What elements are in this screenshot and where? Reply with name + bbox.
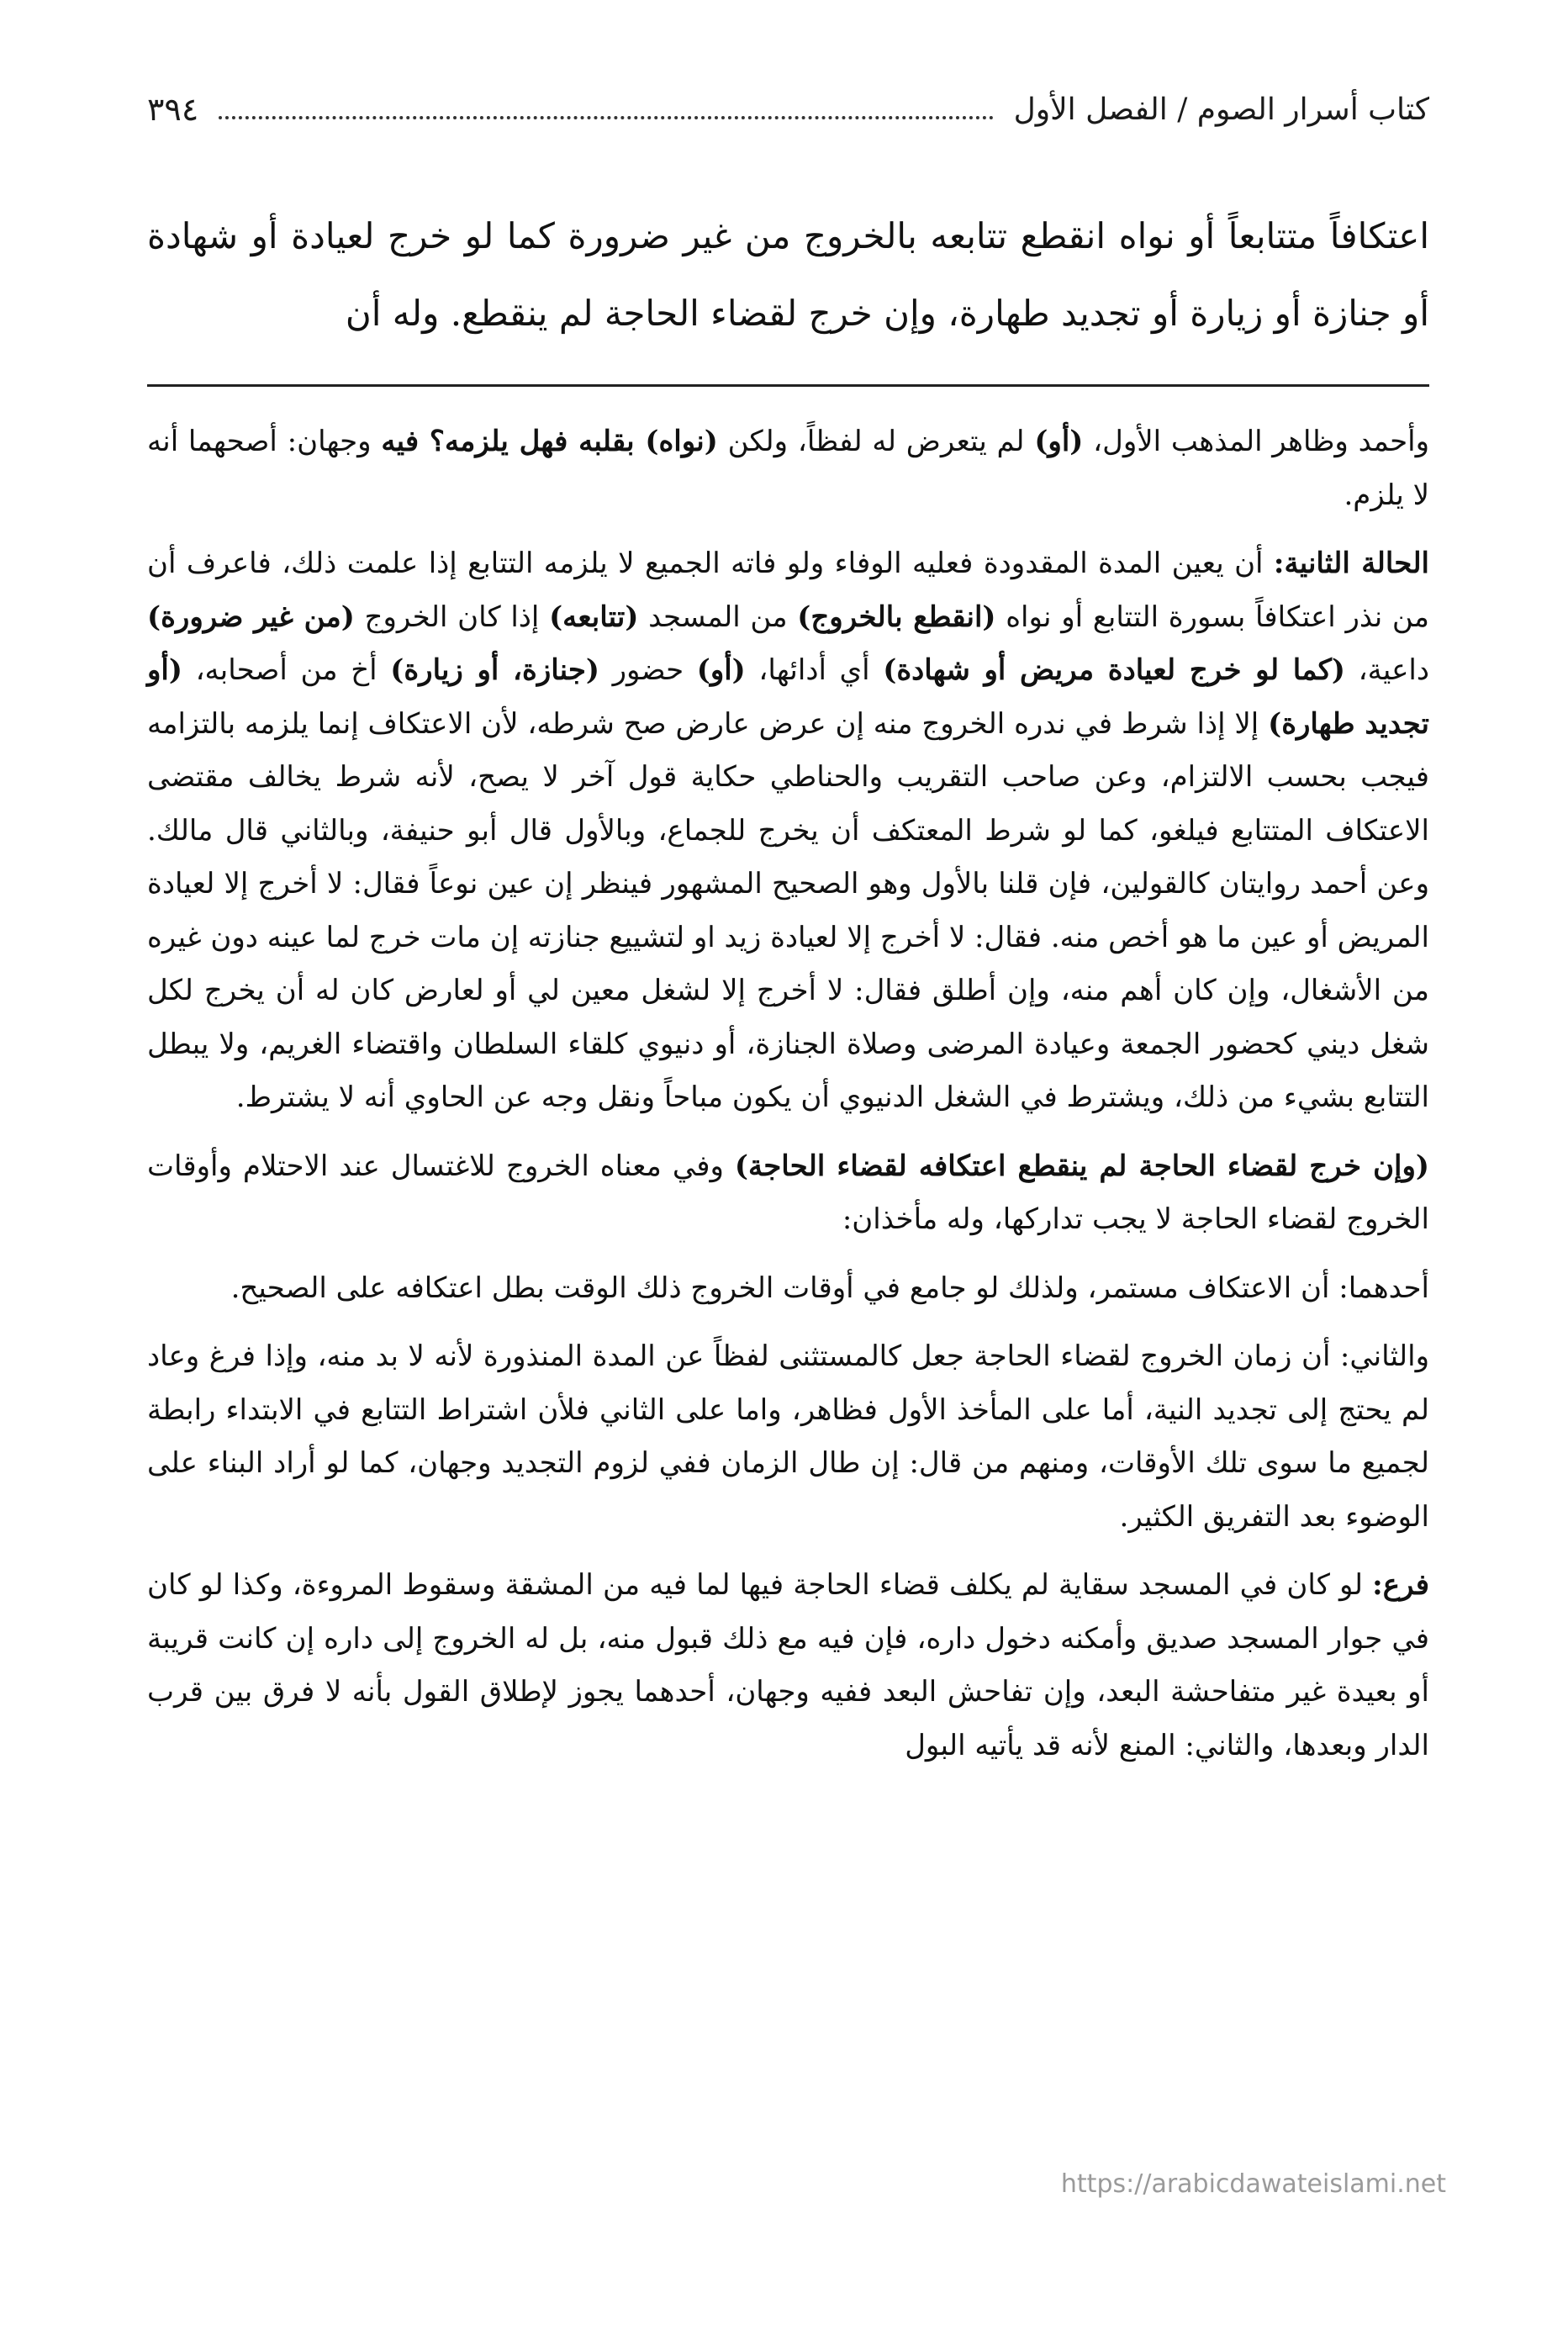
quoted-term: (أو) [696, 653, 746, 687]
quoted-term: (انقطع بالخروج) [797, 600, 996, 634]
commentary-paragraph-4: أحدهما: أن الاعتكاف مستمر، ولذلك لو جامع في أوقات الخروج ذلك الوقت بطل اعتكافه على الصحيح. [230, 1271, 1429, 1305]
commentary-paragraph-2 [147, 537, 1429, 1125]
text-run: أي أدائها، [745, 653, 884, 687]
running-header [147, 80, 1429, 139]
text-run: إلا إذا شرط في ندره الخروج منه إن عرض عارض صح شرطه، لأن الاعتكاف إنما يلزمه بالتزامه فيجب بحسب الالتزام، وعن صاحب التقريب والحناطي حكاية قول آخر لا يصح، لأنه شرط يخالف مقتضى الاعتكاف المتتابع فيلغو، كما لو شرط المعتكف أن يخرج للجماع، وبالأول قال أبو حنيفة، وبالثاني قال مالك. وعن أحمد روايتان كالقولين، فإن قلنا بالأول وهو الصحيح المشهور فينظر إن عين نوعاً فقال: لا أخرج إلا لعيادة المريض أو عين ما هو أخص منه. فقال: لا أخرج إلا لعيادة زيد او لتشييع جنازته إن مات خرج لما عينه دون غيره من الأشغال، وإن كان أهم منه، وإن أطلق فقال: لا أخرج إلا لشغل معين لي أو لعارض كان له أن يخرج لكل شغل ديني كحضور الجمعة وعيادة المرضى وصلاة الجنازة، أو دنيوي كلقاء السلطان واقتضاء الغريم، ولا يبطل التتابع بشيء من ذلك، ويشترط في الشغل الدنيوي أن يكون مباحاً ونقل وجه عن الحاوي أنه لا يشترط. [147, 706, 1429, 1114]
commentary-paragraph-5: والثاني: أن زمان الخروج لقضاء الحاجة جعل كالمستثنى لفظاً عن المدة المنذورة لأنه لا بد منه، وإذا فرغ وعاد لم يحتج إلى تجديد النية، أما على المأخذ الأول فظاهر، واما على الثاني فلأن اشتراط التتابع في الابتداء رابطة لجميع ما سوى تلك الأوقات، ومنهم من قال: إن طال الزمان ففي لزوم التجديد وجهان، كما لو أراد البناء على الوضوء بعد التفريق الكثير. [147, 1339, 1430, 1534]
text-run: لم يتعرض له لفظاً، ولكن [717, 425, 1035, 458]
text-run: وجهان: أصحهما أنه لا يلزم. [147, 425, 1429, 512]
section-label: فرع: [1372, 1568, 1429, 1602]
text-run: من المسجد [638, 600, 798, 634]
text-run: وفي معناه الخروج للاغتسال عند الاحتلام وأوقات الخروج لقضاء الحاجة لا يجب تداركها، وله مأخذان: [147, 1149, 1429, 1236]
chapter-title: كتاب أسرار الصوم / الفصل الأول [1013, 92, 1429, 127]
main-text: اعتكافاً متتابعاً أو نواه انقطع تتابعه بالخروج من غير ضرورة كما لو خرج لعيادة أو شهادة أو جنازة أو زيارة أو تجديد طهارة، وإن خرج لقضاء الحاجة لم ينقطع. وله أن [147, 215, 1429, 334]
commentary [147, 415, 1429, 1772]
text-run: لو كان في المسجد سقاية لم يكلف قضاء الحاجة فيها لما فيه من المشقة وسقوط المروءة، وكذا لو كان في جوار المسجد صديق وأمكنه دخول داره، فإن فيه مع ذلك قبول منه، بل له الخروج إلى داره إن كانت قريبة أو بعيدة غير متفاحشة البعد، وإن تفاحش البعد ففيه وجهان، أحدهما يجوز لإطلاق القول بأنه لا فرق بين قرب الدار وبعدها، والثاني: المنع لأنه قد يأتيه البول [147, 1568, 1429, 1762]
text-run: أخ من أصحابه، [182, 653, 391, 687]
header-dot-leader [219, 116, 993, 119]
text-run: إذا كان الخروج [354, 600, 550, 634]
quoted-term: (أو تجديد طهارة) [147, 653, 1429, 741]
section-label: الحالة الثانية: [1273, 547, 1429, 580]
text-run: وأحمد وظاهر المذهب الأول، [1083, 425, 1429, 458]
text-run: داعية، [1345, 653, 1430, 687]
commentary-paragraph-1 [147, 415, 1429, 522]
separator-rule [147, 384, 1429, 387]
text-run: أن يعين المدة المقدودة فعليه الوفاء ولو فاته الجميع لا يلزمه التتابع إذا علمت ذلك، فاعرف أن من نذر اعتكافاً بسورة التتابع أو نواه [147, 547, 1429, 634]
page-number: ٣٩٤ [147, 91, 199, 128]
quoted-term: (من غير ضرورة) [147, 600, 355, 634]
quoted-term: (نواه) بقلبه فهل يلزمه؟ فيه [381, 425, 718, 458]
commentary-paragraph-3 [147, 1140, 1429, 1247]
quoted-term: (أو) [1034, 425, 1084, 458]
quoted-term: (وإن خرج لقضاء الحاجة لم ينقطع اعتكافه لقضاء الحاجة) [734, 1149, 1429, 1183]
book-page [147, 80, 1429, 2266]
quoted-term: (جنازة، أو زيارة) [390, 653, 599, 687]
quoted-term: (كما لو خرج لعيادة مريض أو شهادة) [883, 653, 1346, 687]
text-run: حضور [599, 653, 697, 687]
commentary-paragraph-6 [147, 1559, 1429, 1772]
watermark-url: https://arabicdawateislami.net [1060, 2169, 1446, 2199]
quoted-term: (تتابعه) [549, 600, 639, 634]
